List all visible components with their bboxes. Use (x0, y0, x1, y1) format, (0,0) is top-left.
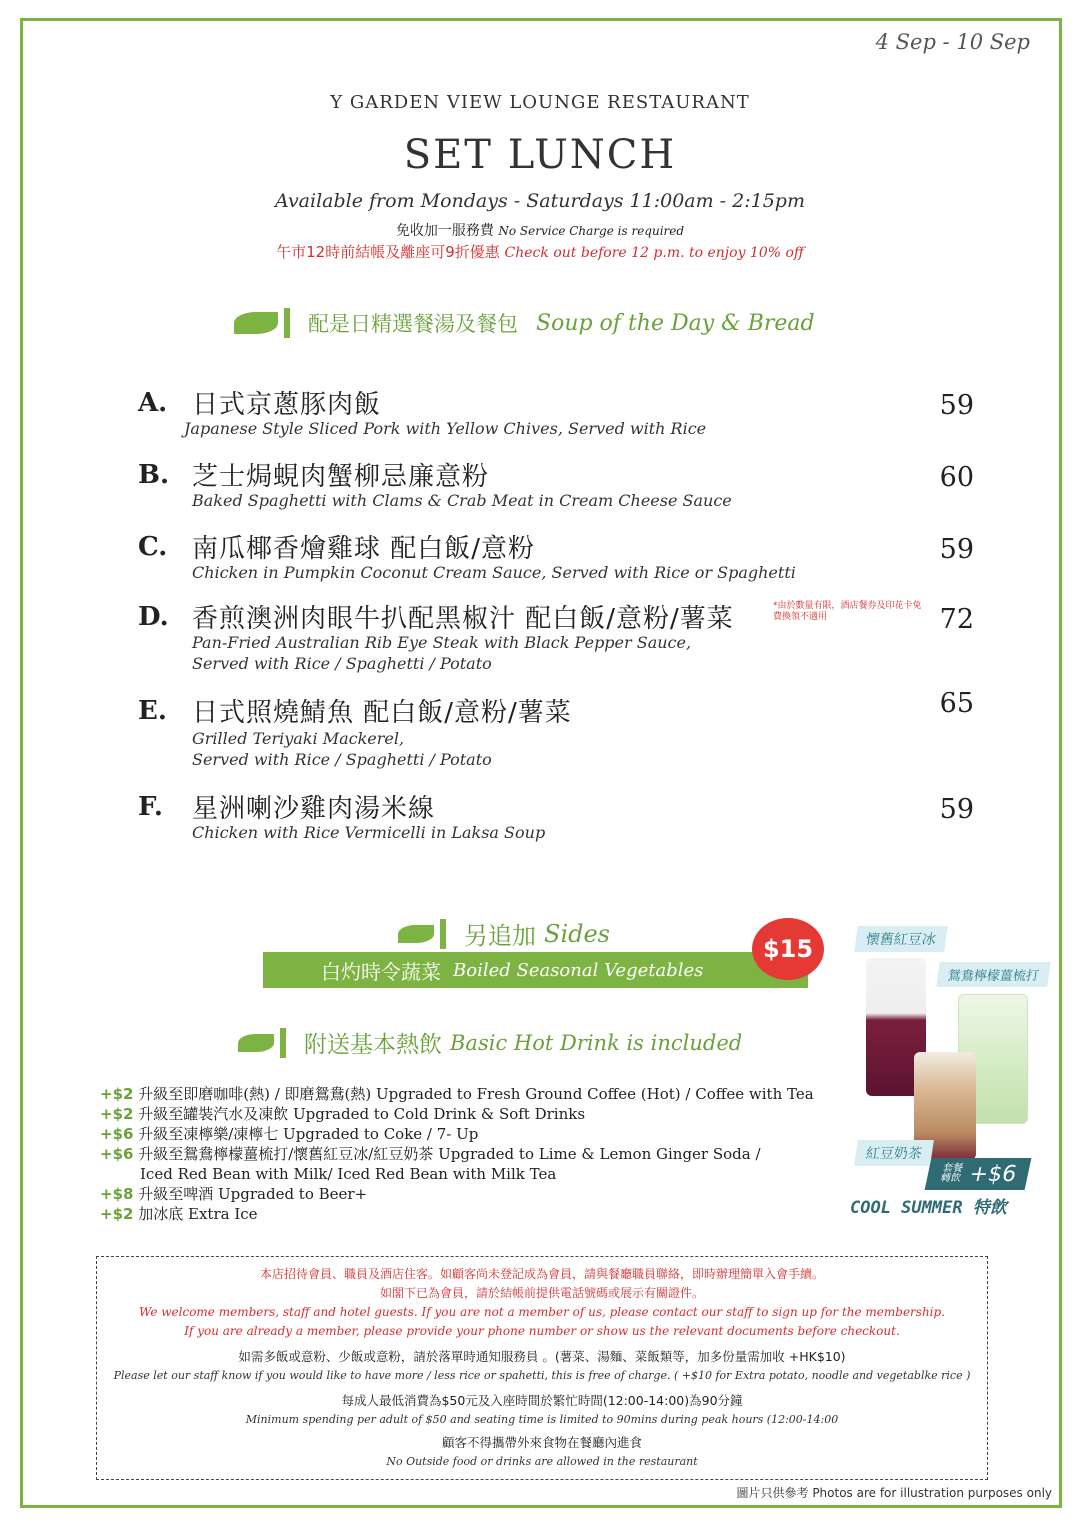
item-price: 65 (939, 688, 974, 719)
notice-red-en-2: If you are already a member, please provide your phone number or show us the relevant documents before checkout. (184, 1324, 900, 1338)
date-range: 4 Sep - 10 Sep (875, 30, 1030, 54)
item-price: 59 (939, 794, 974, 825)
notice-minimum: 每成人最低消費為$50元及入座時間於繁忙時間(12:00-14:00)為90分鐘 (341, 1393, 743, 1408)
list-item (100, 1204, 860, 1224)
list-item (100, 1164, 860, 1184)
side-item-zh: 白灼時令蔬菜 (321, 959, 441, 984)
drink-section-header (238, 1026, 742, 1059)
item-name-en (192, 728, 852, 770)
side-item-bar (263, 952, 808, 988)
discount (0, 241, 1080, 262)
drink-upgrades-list (100, 1084, 860, 1224)
item-name-en: Chicken with Rice Vermicelli in Laksa Soup (192, 823, 546, 842)
notice-outside-food: 顧客不得攜帶外來食物在餐廳內進食 (441, 1435, 642, 1450)
item-name-en-line2: Served with Rice / Spaghetti / Potato (192, 750, 492, 769)
soup-section-zh: 配是日精選餐湯及餐包 (308, 312, 518, 336)
discount-zh: 午市12時前結帳及離座可9折優惠 (276, 243, 500, 261)
promo-price: +$6 (967, 1161, 1019, 1187)
item-name-en: Chicken in Pumpkin Coconut Cream Sauce, Served with Rice or Spaghetti (192, 563, 796, 582)
list-item (100, 1084, 860, 1104)
notice-rice-en: Please let our staff know if you would like to have more / less rice or spahetti, this is free of charge. ( +$10 for Extra potato, noodle and vegetablke rice ) (113, 1369, 971, 1382)
item-name-zh: 日式京蔥豚肉飯 (192, 390, 382, 420)
upgrade-text: 升級至罐裝汽水及凍飲 Upgraded to Cold Drink & Soft Drinks (138, 1105, 586, 1123)
availability: Available from Mondays - Saturdays 11:00am - 2:15pm (275, 190, 805, 212)
upgrade-text: 加冰底 Extra Ice (138, 1205, 258, 1223)
notice-red-2: 如閣下已為會員，請於結帳前提供電話號碼或展示有關證件。 (379, 1286, 704, 1300)
promo-price-badge (925, 1158, 1032, 1190)
upgrade-price: +$2 (100, 1205, 134, 1223)
list-item (100, 1124, 860, 1144)
cool-summer-label: COOL SUMMER 特飲 (850, 1198, 1007, 1218)
upgrade-price: +$2 (100, 1105, 134, 1123)
list-item (100, 1104, 860, 1124)
service-zh: 免收加一服務費 (395, 223, 494, 239)
item-name-zh: 芝士焗蜆肉蟹柳忌廉意粉 (192, 462, 490, 492)
item-name-zh: 香煎澳洲肉眼牛扒配黑椒汁 配白飯/意粉/薯菜 (192, 604, 734, 634)
side-item-en: Boiled Seasonal Vegetables (453, 959, 704, 981)
item-name-en-line1: Pan-Fried Australian Rib Eye Steak with Black Pepper Sauce, (192, 633, 692, 652)
item-name-en: Japanese Style Sliced Pork with Yellow Chives, Served with Rice (184, 419, 707, 438)
item-letter: C. (138, 532, 168, 562)
upgrade-price: +$6 (100, 1145, 134, 1163)
discount-en: Check out before 12 p.m. to enjoy 10% off (504, 245, 804, 261)
promo-price-label: 套餐轉飲 (939, 1163, 965, 1184)
upgrade-text: 升級至啤酒 Upgraded to Beer+ (138, 1185, 368, 1203)
sides-section-zh: 另追加 (464, 922, 536, 950)
upgrade-price: +$2 (100, 1085, 134, 1103)
notice-rice: 如需多飯或意粉、少飯或意粉，請於落單時通知服務員 。(薯菜、湯麵、菜飯類等，加多份量需加收 +HK$10) (238, 1349, 846, 1364)
item-name-en-line1: Grilled Teriyaki Mackerel, (192, 729, 405, 748)
leaf-icon (398, 919, 446, 949)
item-name-zh: 南瓜椰香燴雞球 配白飯/意粉 (192, 534, 536, 564)
service-charge (0, 220, 1080, 240)
item-letter: E. (138, 696, 167, 726)
soup-section-en: Soup of the Day & Bread (536, 310, 815, 336)
leaf-icon (238, 1028, 286, 1058)
notice-red-en-1: We welcome members, staff and hotel guests. If you are not a member of us, please contact our staff to sign up for the membership. (138, 1305, 946, 1319)
item-name-en-line2: Served with Rice / Spaghetti / Potato (192, 654, 492, 673)
promo-tag-milk-tea: 紅豆奶茶 (854, 1140, 934, 1166)
list-item (100, 1144, 860, 1164)
upgrade-price: +$8 (100, 1185, 134, 1203)
soup-section-header (234, 308, 815, 338)
item-price: 59 (939, 534, 974, 565)
side-price-badge: $15 (752, 918, 824, 980)
upgrade-text: 升級至即磨咖啡(熱) / 即磨鴛鴦(熱) Upgraded to Fresh Ground Coffee (Hot) / Coffee with Tea (138, 1085, 814, 1103)
item-name-en (192, 632, 852, 674)
drink-section-zh: 附送基本熱飲 (304, 1032, 442, 1058)
item-d-note: *由於數量有限，酒店餐券及印花卡免費換領不適用 (773, 601, 922, 622)
notice-minimum-en: Minimum spending per adult of $50 and seating time is limited to 90mins during peak hours (12:00-14:00 (245, 1413, 839, 1426)
upgrade-text: 升級至凍檸樂/凍檸七 Upgraded to Coke / 7- Up (138, 1125, 479, 1143)
item-price: 59 (939, 390, 974, 421)
list-item (100, 1184, 860, 1204)
illustration-disclaimer: 圖片只供參考 Photos are for illustration purposes only (736, 1486, 1052, 1500)
item-letter: D. (138, 602, 169, 632)
notice-outside-food-en: No Outside food or drinks are allowed in the restaurant (386, 1455, 698, 1468)
item-letter: F. (138, 792, 163, 822)
notice-red-1: 本店招待會員、職員及酒店住客。如顧客尚未登記成為會員，請與餐廳職員聯絡，即時辦理簡單入會手續。 (259, 1267, 824, 1281)
drink-section-en: Basic Hot Drink is included (450, 1030, 743, 1055)
item-letter: B. (138, 460, 170, 490)
upgrade-text-line2: Iced Red Bean with Milk/ Iced Red Bean with Milk Tea (140, 1165, 557, 1183)
service-en: No Service Charge is required (498, 224, 685, 238)
upgrade-price: +$6 (100, 1125, 134, 1143)
item-name-en: Baked Spaghetti with Clams & Crab Meat in Cream Cheese Sauce (192, 491, 732, 510)
promo-tag-ginger-soda: 鴛鴦檸檬薑梳打 (936, 962, 1051, 987)
sides-section-en: Sides (544, 919, 610, 948)
promo-tag-red-bean-ice: 懷舊紅豆冰 (854, 926, 948, 952)
item-name-zh: 日式照燒鯖魚 配白飯/意粉/薯菜 (192, 698, 572, 728)
item-price: 72 (939, 604, 974, 635)
notice-box (96, 1256, 988, 1480)
restaurant-name: Y GARDEN VIEW LOUNGE RESTAURANT (330, 92, 750, 113)
item-letter: A. (138, 388, 168, 418)
upgrade-text: 升級至鴛鴦檸檬薑梳打/懷舊紅豆冰/紅豆奶茶 Upgraded to Lime & Lemon Ginger Soda / (138, 1145, 761, 1163)
leaf-icon (234, 308, 290, 338)
item-name-zh: 星洲喇沙雞肉湯米線 (192, 794, 436, 824)
page-title: SET LUNCH (403, 132, 677, 178)
item-price: 60 (939, 462, 974, 493)
sides-section-header (398, 916, 610, 951)
